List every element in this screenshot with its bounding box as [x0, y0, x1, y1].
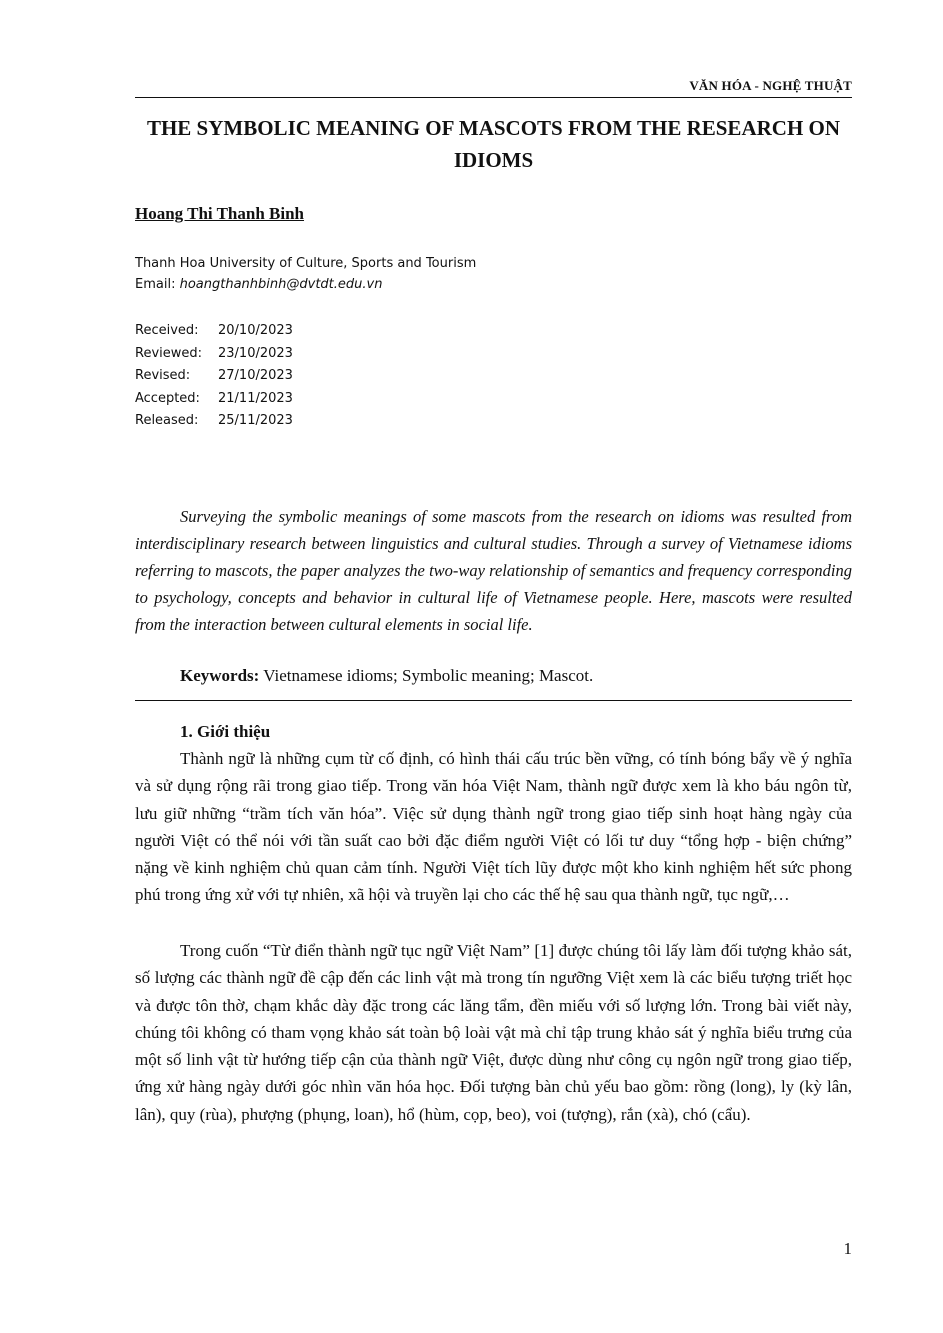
- header-divider: [135, 97, 852, 98]
- date-row-revised: [135, 365, 293, 388]
- date-row-released: [135, 410, 293, 433]
- date-value: 23/10/2023: [218, 345, 293, 361]
- keywords-list: Vietnamese idioms; Symbolic meaning; Mascot.: [263, 666, 594, 685]
- date-row-accepted: [135, 388, 293, 411]
- date-label: Revised:: [135, 368, 191, 383]
- dates-block: [135, 320, 293, 433]
- date-value: 27/10/2023: [218, 368, 293, 383]
- body-paragraph: Thành ngữ là những cụm từ cố định, có hình thái cấu trúc bền vững, có tính bóng bẩy về ý nghĩa và sử dụng rộng rãi trong giao tiếp. Trong văn hóa Việt Nam, thành ngữ được xem là kho báu ngôn từ, lưu giữ những “trầm tích văn hóa”. Việc sử dụng thành ngữ trong giao tiếp sinh hoạt hàng ngày của người Việt có thể nói với tần suất cao bởi đặc điểm người Việt có lối tư duy “tổng hợp - biện chứng” nặng về kinh nghiệm chủ quan cảm tính. Người Việt tích lũy được một kho kinh nghiệm hết sức phong phú trong ứng xử với tự nhiên, xã hội và truyền lại cho các thế hệ sau qua thành ngữ, tục ngữ,…: [135, 749, 852, 905]
- email-line: [135, 274, 476, 295]
- date-value: 25/11/2023: [218, 413, 293, 428]
- keywords-line: [180, 666, 593, 686]
- date-row-reviewed: [135, 343, 293, 366]
- date-label: Released:: [135, 413, 199, 428]
- page-number: 1: [843, 1239, 852, 1258]
- date-label: Received:: [135, 323, 199, 338]
- affiliation: Thanh Hoa University of Culture, Sports and Tourism: [135, 256, 477, 271]
- date-label: Reviewed:: [135, 345, 203, 361]
- date-value: 20/10/2023: [218, 323, 293, 338]
- date-row-received: [135, 320, 293, 343]
- body-paragraph: Trong cuốn “Từ điển thành ngữ tục ngữ Việt Nam” [1] được chúng tôi lấy làm đối tượng khảo sát, số lượng các thành ngữ đề cập đến các linh vật mà trong tín ngưỡng Việt xem là các biểu tượng triết học và được tôn thờ, chạm khắc dày đặc trong các lăng tẩm, đền miếu với số lượng lớn. Trong bài viết này, chúng tôi không có tham vọng khảo sát toàn bộ loài vật mà chỉ tập trung khảo sát ý nghĩa biểu trưng của một số linh vật từ hướng tiếp cận của thành ngữ Việt, được dùng như công cụ ngôn ngữ trong giao tiếp, ứng xử hàng ngày dưới góc nhìn văn hóa học. Đối tượng bàn chủ yếu bao gồm: rồng (long), ly (kỳ lân, lân), quy (rùa), phượng (phụng, loan), hổ (hùm, cọp, beo), voi (tượng), rắn (xà), chó (cẩu).: [135, 941, 852, 1124]
- email-label: Email:: [135, 277, 176, 292]
- section-heading: 1. Giới thiệu: [180, 722, 271, 741]
- section-divider: [135, 700, 852, 701]
- keywords-label: Keywords:: [180, 666, 260, 685]
- date-label: Accepted:: [135, 390, 200, 406]
- email-address: hoangthanhbinh@dvtdt.edu.vn: [179, 277, 383, 292]
- date-value: 21/11/2023: [218, 390, 293, 406]
- running-head: VĂN HÓA - NGHỆ THUẬT: [689, 78, 852, 93]
- affiliation-block: [135, 253, 476, 295]
- abstract: Surveying the symbolic meanings of some mascots from the research on idioms was resulted from interdisciplinary research between linguistics and cultural studies. Through a survey of Vietnamese idioms referring to mascots, the paper analyzes the two-way relationship of semantics and frequency corresponding to psychology, concepts and behavior in cultural life of Vietnamese people. Here, mascots were resulted from the interaction between cultural elements in social life.: [135, 507, 852, 634]
- author-name: Hoang Thi Thanh Binh: [135, 204, 305, 223]
- paper-title: THE SYMBOLIC MEANING OF MASCOTS FROM THE RESEARCH ON IDIOMS: [146, 116, 841, 172]
